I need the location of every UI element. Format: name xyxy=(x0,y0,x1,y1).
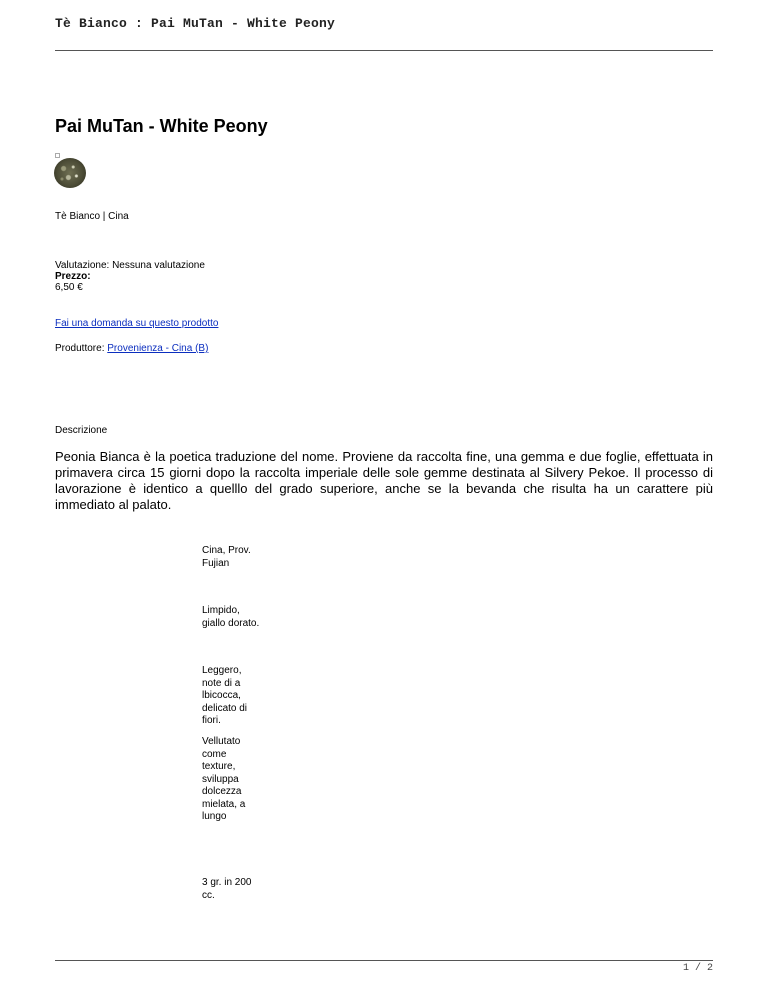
ask-question-link[interactable]: Fai una domanda su questo prodotto xyxy=(55,318,219,329)
product-rating: Valutazione: Nessuna valutazione xyxy=(55,260,205,271)
footer-divider xyxy=(55,960,713,961)
producer-line xyxy=(55,343,208,354)
price-label: Prezzo: xyxy=(55,271,91,282)
page-number: 1 / 2 xyxy=(682,963,713,974)
image-placeholder-icon xyxy=(55,153,60,158)
description-heading: Descrizione xyxy=(55,425,108,436)
price-value: 6,50 € xyxy=(55,282,83,293)
tea-leaves-image xyxy=(54,158,86,188)
spec-dosage: 3 gr. in 200 cc. xyxy=(202,877,252,901)
spec-origin: Cina, Prov. Fujian xyxy=(202,545,251,569)
document-header-title: Tè Bianco : Pai MuTan - White Peony xyxy=(55,16,336,31)
description-text: Peonia Bianca è la poetica traduzione del nome. Proviene da raccolta fine, una gemma e due foglie, effettuata in primavera circa 15 giorni dopo la raccolta imperiale delle sole gemme destinata al Silvery Pekoe. Il processo di lavorazione è identico a quelllo del grado superiore, anche se la bevanda che risulta ha un carattere più immediato al palato. xyxy=(55,449,713,512)
product-category: Tè Bianco | Cina xyxy=(55,211,129,222)
producer-label: Produttore: xyxy=(55,343,108,354)
header-divider xyxy=(55,50,713,51)
spec-aroma: Leggero, note di a lbicocca, delicato di fiori. xyxy=(202,665,248,726)
spec-appearance: Limpido, giallo dorato. xyxy=(202,605,260,629)
spec-taste: Vellutato come texture, sviluppa dolcezza mielata, a lungo xyxy=(202,736,246,822)
product-title: Pai MuTan - White Peony xyxy=(55,116,268,136)
producer-link[interactable]: Provenienza - Cina (B) xyxy=(107,343,209,354)
